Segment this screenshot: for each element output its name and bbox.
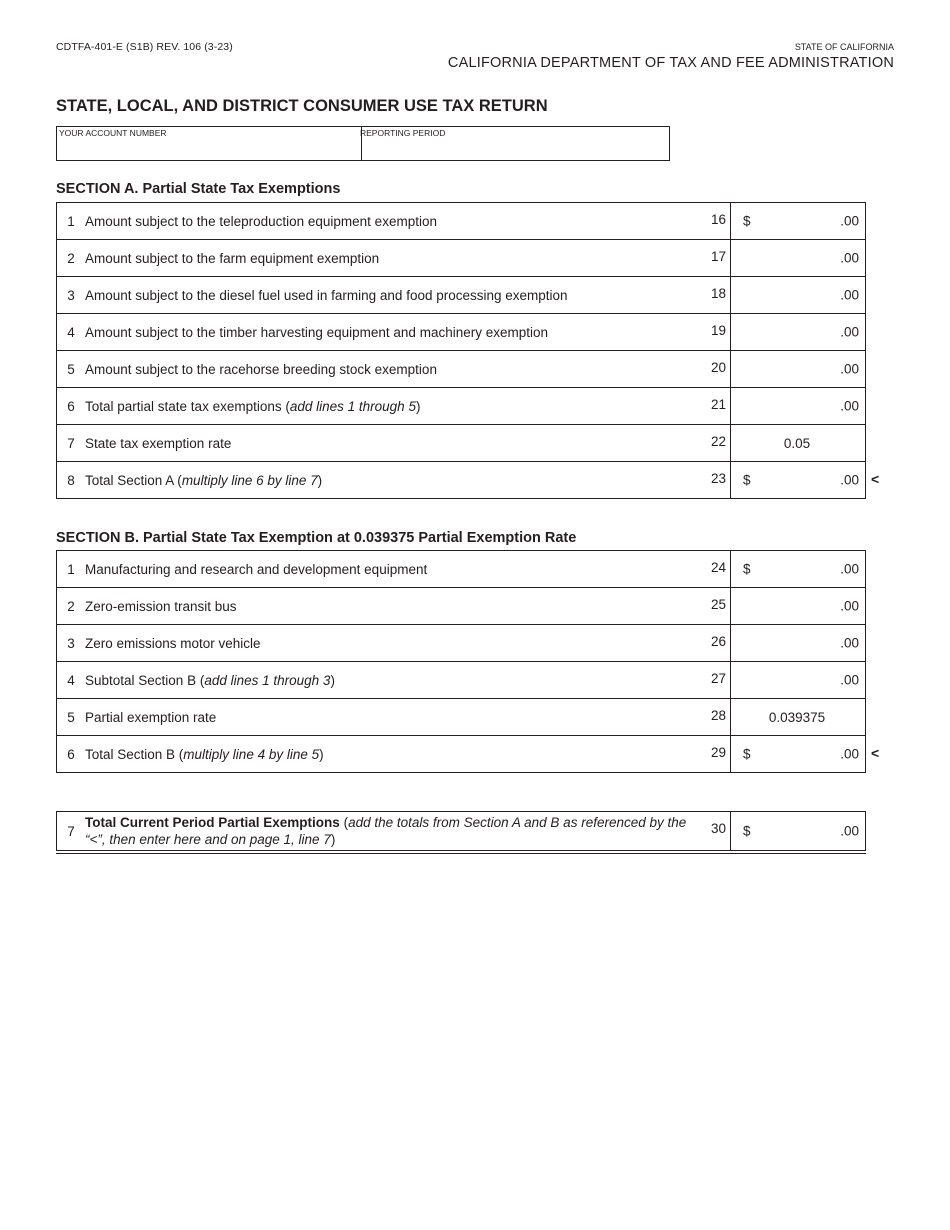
amount-field[interactable] [731,625,866,662]
amount-field[interactable] [731,662,866,699]
section-b-table [56,550,866,773]
amount-field [731,425,866,462]
amount-field[interactable] [731,388,866,425]
line-number: 1 [57,551,86,588]
cents-value: .00 [840,287,859,303]
amount-field[interactable] [731,314,866,351]
amount-field[interactable] [731,812,866,851]
amount-field[interactable] [731,240,866,277]
cents-value: .00 [840,398,859,414]
form-row [57,736,866,773]
dollar-sign: $ [743,561,751,577]
reporting-period-label: REPORTING PERIOD [360,128,446,138]
form-row [57,314,866,351]
line-description: Amount subject to the timber harvesting equipment and machinery exemption [85,314,696,351]
line-description: Partial exemption rate [85,699,696,736]
amount-field[interactable] [731,351,866,388]
cents-value: .00 [840,746,859,762]
form-line-number: 26 [696,625,731,662]
amount-field[interactable] [731,203,866,240]
amount-field[interactable] [731,588,866,625]
form-line-number: 29 [696,736,731,773]
form-line-number: 20 [696,351,731,388]
line-number: 6 [57,736,86,773]
dollar-sign: $ [743,823,751,839]
form-line-number: 28 [696,699,731,736]
total-instruction: add the totals from Section A and B as referenced by the “<”, then enter here and on page 1, line 7 [85,815,687,847]
form-row [57,388,866,425]
cents-value: .00 [840,635,859,651]
form-row [57,588,866,625]
form-line-number: 16 [696,203,731,240]
form-row [57,625,866,662]
reporting-period-field[interactable] [358,127,669,160]
form-line-number: 21 [696,388,731,425]
line-number: 7 [57,812,86,851]
dollar-sign: $ [743,746,751,762]
account-number-field[interactable] [57,127,362,160]
amount-field[interactable] [731,462,866,499]
form-row [57,699,866,736]
line-description: Amount subject to the racehorse breeding stock exemption [85,351,696,388]
line-number: 7 [57,425,86,462]
form-id: CDTFA-401-E (S1B) REV. 106 (3-23) [56,41,233,53]
cents-value: .00 [840,361,859,377]
form-line-number: 27 [696,662,731,699]
line-number: 4 [57,314,86,351]
cents-value: .00 [840,250,859,266]
line-number: 2 [57,588,86,625]
cents-value: .00 [840,561,859,577]
line-number: 4 [57,662,86,699]
cents-value: .00 [840,213,859,229]
line-description: State tax exemption rate [85,425,696,462]
line-description: Zero emissions motor vehicle [85,625,696,662]
form-row [57,203,866,240]
line-description: Manufacturing and research and development equipment [85,551,696,588]
department-name: CALIFORNIA DEPARTMENT OF TAX AND FEE ADMINISTRATION [447,55,894,71]
carry-marker: < [871,471,880,487]
rate-value: 0.039375 [768,709,826,725]
line-number: 8 [57,462,86,499]
line-number: 3 [57,277,86,314]
total-label: Total Current Period Partial Exemptions [85,815,340,830]
total-table [56,811,866,851]
line-number: 1 [57,203,86,240]
cents-value: .00 [840,324,859,340]
total-row [57,812,866,851]
account-box [56,126,670,161]
dollar-sign: $ [743,472,751,488]
line-description: Total partial state tax exemptions (add lines 1 through 5) [85,388,696,425]
cents-value: .00 [840,472,859,488]
form-row [57,240,866,277]
amount-field [731,699,866,736]
form-line-number: 22 [696,425,731,462]
cents-value: .00 [840,823,859,839]
form-line-number: 30 [696,812,731,851]
form-row [57,351,866,388]
cents-value: .00 [840,598,859,614]
line-description: Amount subject to the farm equipment exemption [85,240,696,277]
line-description: Total Section A (multiply line 6 by line 7) [85,462,696,499]
cents-value: .00 [840,672,859,688]
line-description: Total Section B (multiply line 4 by line 5) [85,736,696,773]
form-row [57,277,866,314]
line-number: 5 [57,351,86,388]
line-description: Zero-emission transit bus [85,588,696,625]
section-b-heading: SECTION B. Partial State Tax Exemption at 0.039375 Partial Exemption Rate [56,530,577,546]
amount-field[interactable] [731,277,866,314]
form-row [57,662,866,699]
rate-value: 0.05 [783,435,811,451]
form-line-number: 24 [696,551,731,588]
state-label: STATE OF CALIFORNIA [794,42,894,52]
form-row [57,425,866,462]
line-number: 5 [57,699,86,736]
section-a-heading: SECTION A. Partial State Tax Exemptions [56,181,341,197]
form-line-number: 18 [696,277,731,314]
amount-field[interactable] [731,551,866,588]
line-number: 3 [57,625,86,662]
line-description: Amount subject to the diesel fuel used in farming and food processing exemption [85,277,696,314]
form-line-number: 19 [696,314,731,351]
dollar-sign: $ [743,213,751,229]
total-description: Total Current Period Partial Exemptions (add the totals from Section A and B as referenced by the “<”, then enter here and on page 1, line 7) [85,812,696,851]
carry-marker: < [871,745,880,761]
double-rule [56,853,866,854]
form-line-number: 17 [696,240,731,277]
line-number: 6 [57,388,86,425]
page-title: STATE, LOCAL, AND DISTRICT CONSUMER USE TAX RETURN [56,97,548,115]
section-a-table [56,202,866,499]
line-description: Subtotal Section B (add lines 1 through 3) [85,662,696,699]
form-line-number: 25 [696,588,731,625]
form-row [57,551,866,588]
line-number: 2 [57,240,86,277]
account-number-label: YOUR ACCOUNT NUMBER [59,128,167,138]
amount-field[interactable] [731,736,866,773]
line-description: Amount subject to the teleproduction equipment exemption [85,203,696,240]
form-row [57,462,866,499]
form-line-number: 23 [696,462,731,499]
